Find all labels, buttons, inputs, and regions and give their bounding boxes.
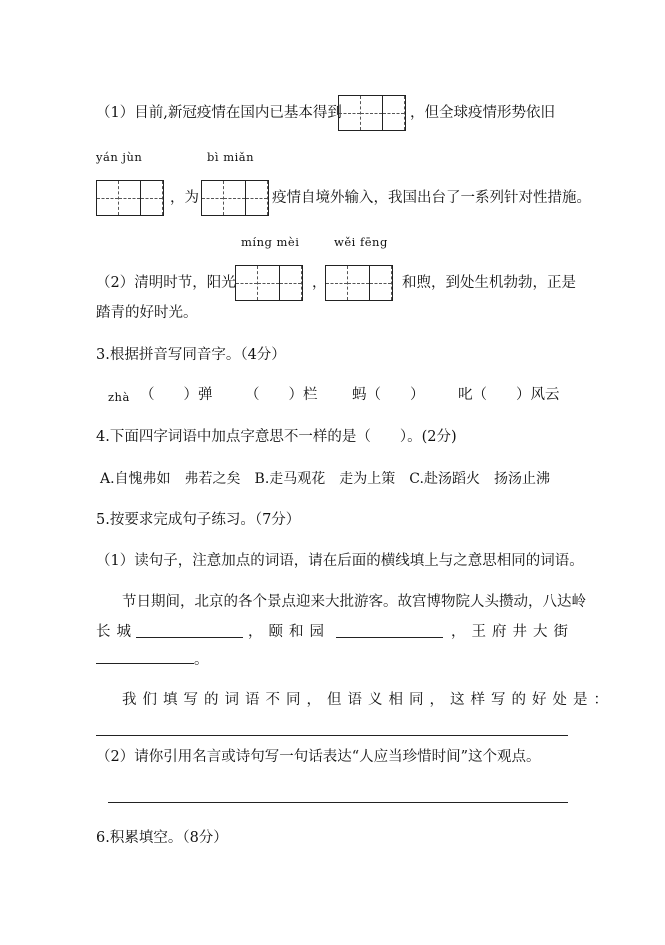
q1-part2-line2: 踏青的好时光。: [96, 305, 198, 321]
q3-item-2[interactable]: （ ）栏: [245, 387, 318, 403]
blank-yiheyuan[interactable]: [336, 637, 443, 638]
q5-compare: 我们填写的词语不同，但语义相同，这样写的好处是：: [122, 692, 614, 708]
answer-grid-4[interactable]: [235, 265, 303, 301]
q4-title: 4.下面四字词语中加点字意思不一样的是（ ）。(2分): [96, 429, 457, 445]
q1-part2-prefix: （2）清明时节，阳光: [96, 275, 236, 291]
q5-sub2: （2）请你引用名言或诗句写一句话表达“人应当珍惜时间”这个观点。: [96, 749, 541, 765]
blank-changcheng[interactable]: [136, 637, 243, 638]
q1-part1-suffix: ，但全球疫情形势依旧: [410, 105, 555, 121]
q5-passage-line1: 节日期间，北京的各个景点迎来大批游客。故宫博物院人头攒动，八达岭: [122, 594, 586, 610]
word-yiheyuan: ，颐和园: [248, 624, 330, 640]
pinyin-yanjun: yán jùn: [96, 150, 143, 164]
answer-grid-1[interactable]: [338, 95, 406, 131]
word-changcheng: 长城: [96, 624, 137, 640]
pinyin-bimian: bì miǎn: [207, 150, 255, 164]
pinyin-weifeng: wěi fēng: [334, 235, 388, 249]
q1-part2-suffix: 和煦，到处生机勃勃，正是: [402, 275, 576, 291]
pinyin-mingmei: míng mèi: [241, 235, 300, 249]
blank-wangfujing[interactable]: [96, 663, 194, 664]
q4-options: A.自愧弗如 弗若之矣 B.走马观花 走为上策 C.赴汤蹈火 扬汤止沸: [100, 471, 550, 487]
q3-item-1[interactable]: （ ）弹: [140, 387, 213, 403]
q3-item-4[interactable]: 叱（ ）风云: [458, 387, 560, 403]
q1-part2-mid: ，: [312, 275, 327, 291]
q5-title: 5.按要求完成句子练习。（7分）: [96, 512, 301, 528]
q3-item-3[interactable]: 蚂（ ）: [352, 387, 425, 403]
answer-line-compare[interactable]: [96, 735, 568, 736]
answer-grid-3[interactable]: [201, 180, 269, 216]
answer-grid-5[interactable]: [325, 265, 393, 301]
answer-line-quote[interactable]: [108, 802, 568, 803]
q1-part1-prefix: （1）目前,新冠疫情在国内已基本得到: [96, 105, 342, 121]
q1-line2-mid: ，为: [170, 190, 199, 206]
q6-title: 6.积累填空。（8分）: [96, 830, 228, 846]
word-wangfujing: ，王府井大街: [451, 624, 574, 640]
answer-grid-2[interactable]: [96, 180, 164, 216]
q1-line2-suffix: 疫情自境外输入，我国出台了一系列针对性措施。: [272, 190, 591, 206]
q3-title: 3.根据拼音写同音字。（4分）: [96, 347, 286, 363]
period-mark: 。: [194, 652, 209, 668]
q3-pinyin-zha: zhà: [108, 390, 130, 404]
q5-sub1: （1）读句子，注意加点的词语，请在后面的横线填上与之意思相同的词语。: [96, 553, 584, 569]
